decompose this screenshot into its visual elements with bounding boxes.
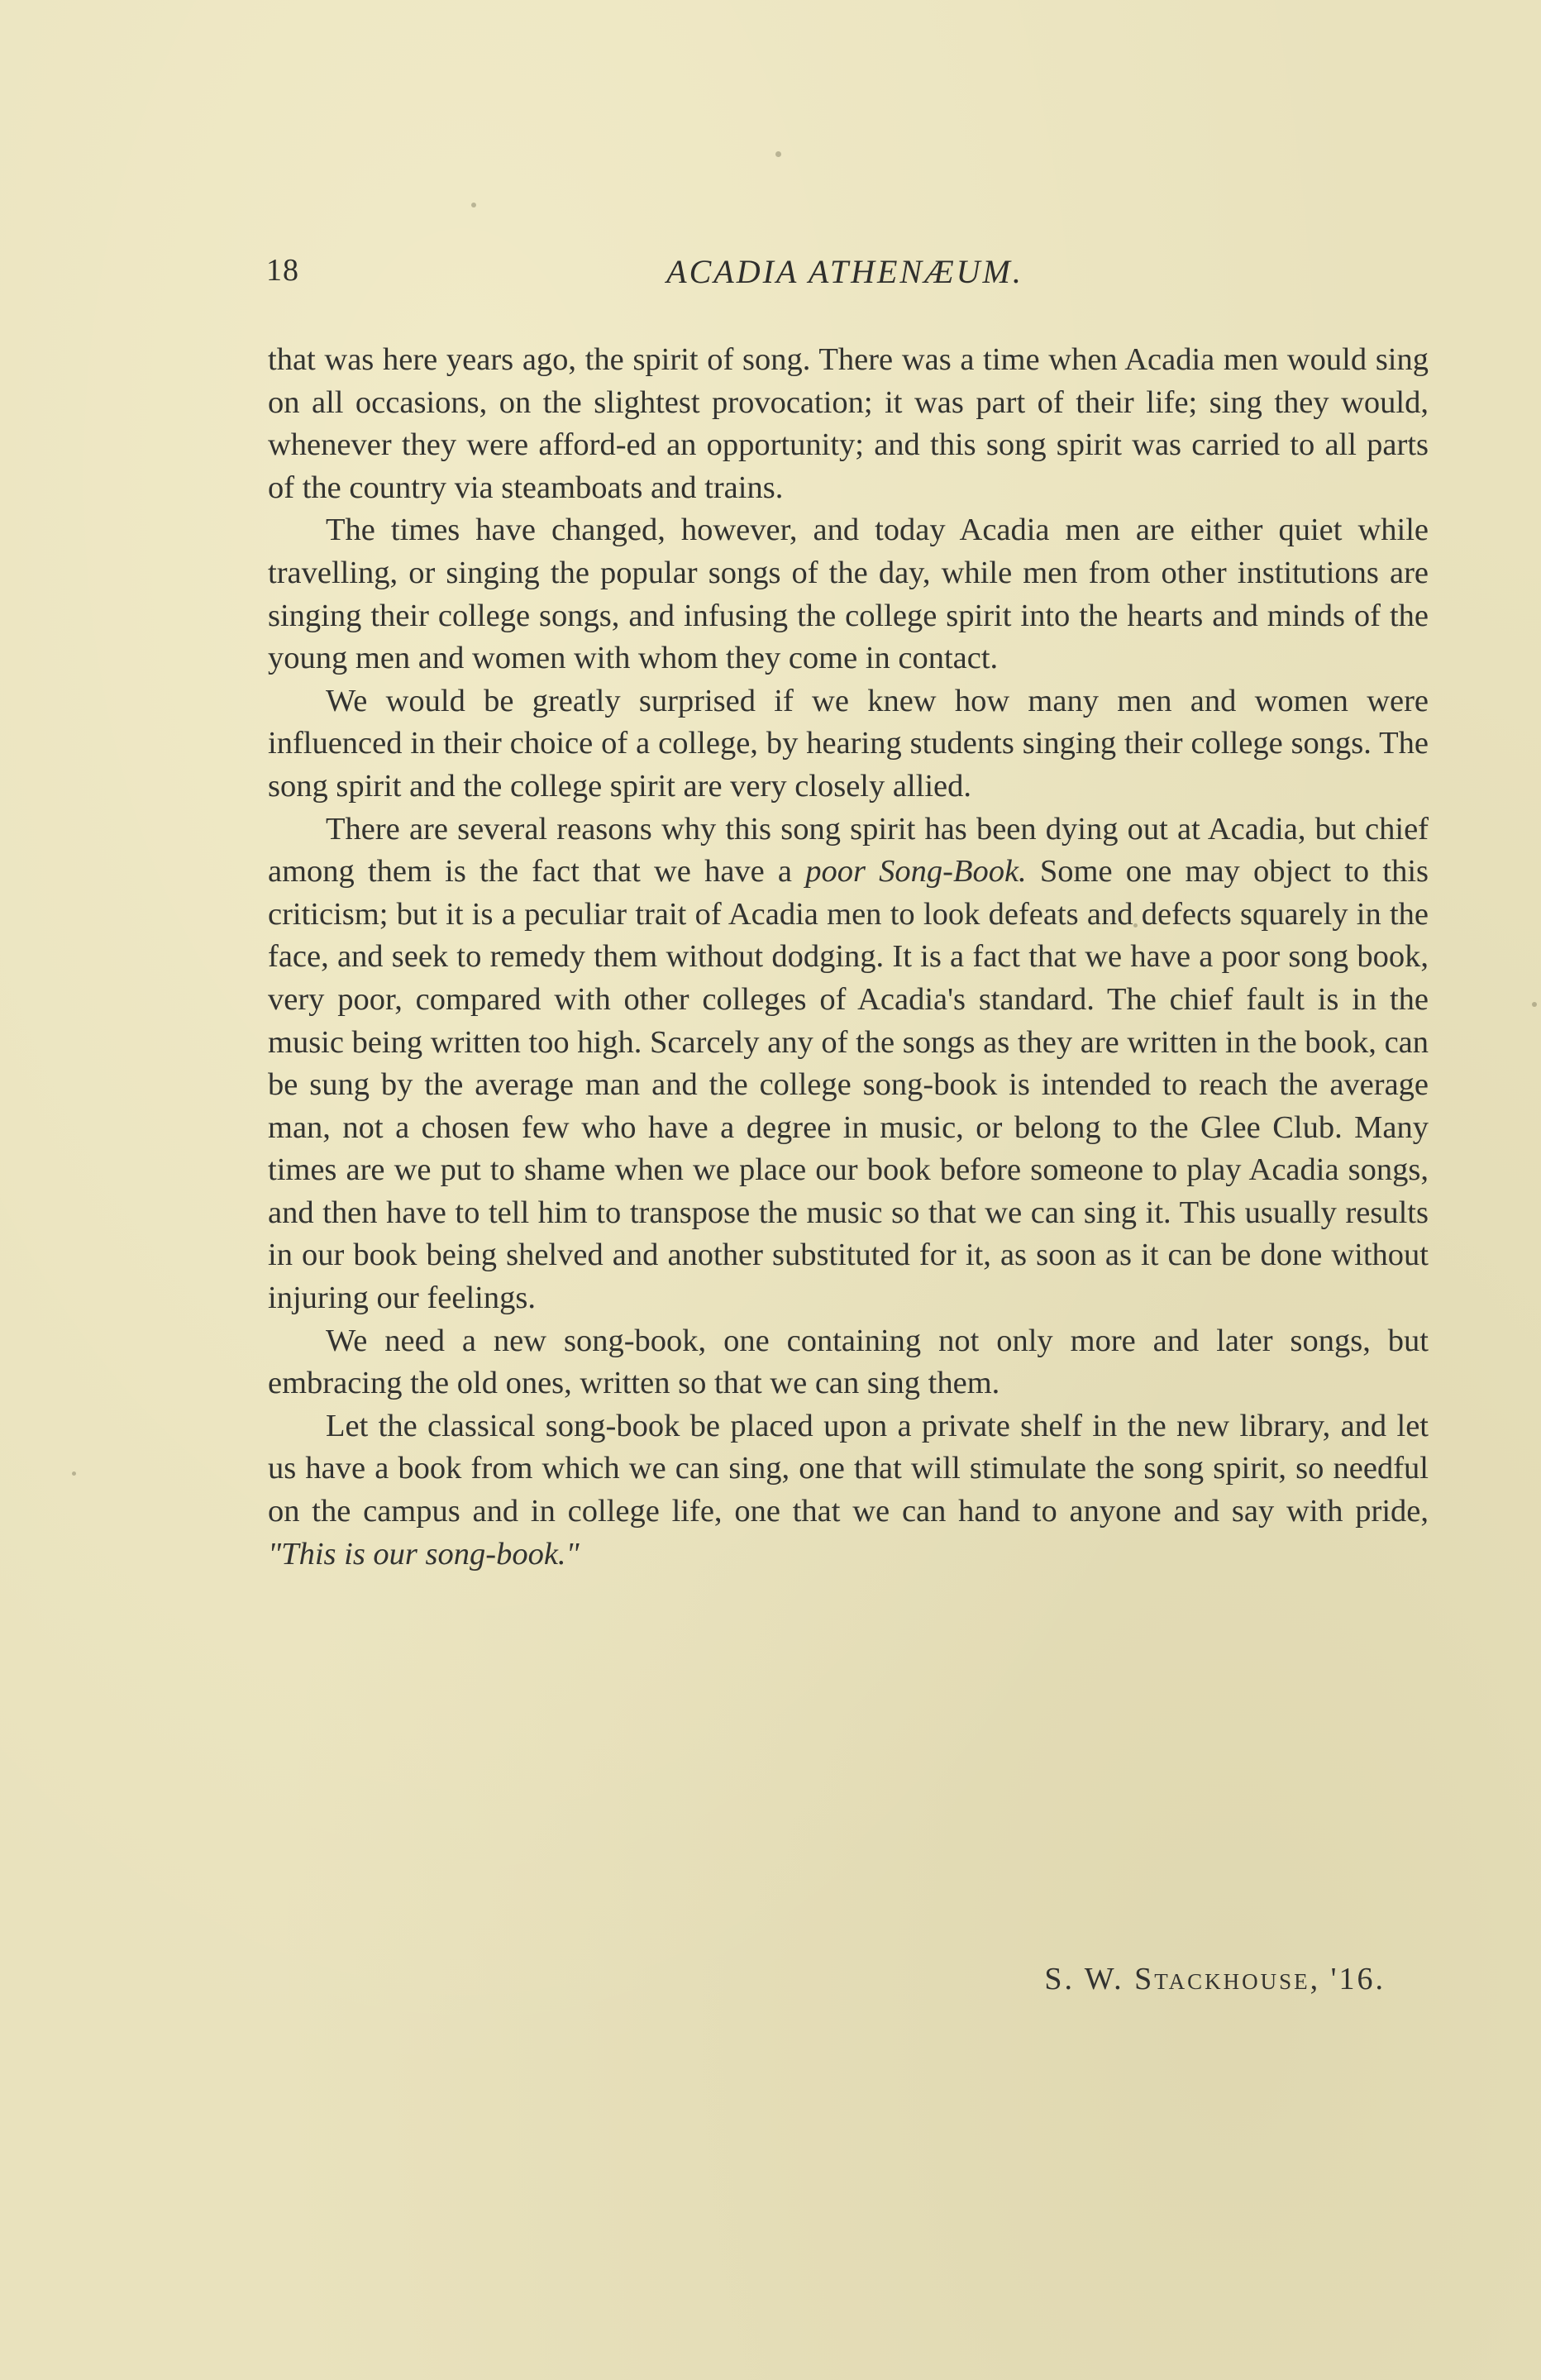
closing-quote: "This is our song-book.": [268, 1536, 580, 1572]
page-number: 18: [266, 253, 299, 288]
author-initials: S. W.: [1044, 1962, 1124, 1996]
paragraph-3: We would be greatly surprised if we knew how many men and women were influenced in their choice of a college, by hearing students singing their college songs. The song spirit and the college spirit are very closely allied.: [268, 683, 1429, 804]
author-signature: [1044, 1961, 1386, 1997]
paragraph-6: [268, 1405, 1429, 1576]
paragraph-4-emphasis: poor Song-Book.: [805, 854, 1027, 890]
article-body: [268, 339, 1429, 1576]
paragraph-1: that was here years ago, the spirit of song. There was a time when Acadia men would sing on all occasions, on the slightest provocation; it was part of their life; sing they would, whenever they were afford-ed an opportunity; and this song spirit was carried to all parts of the country via steamboats and trains.: [268, 342, 1429, 505]
paper-speck: [775, 151, 781, 157]
paragraph-4-text-start: There are several reasons why this song spirit has been dying out at Acadia, but chief among them is the fact that we have a: [268, 811, 1429, 890]
paper-speck: [1133, 923, 1138, 928]
paper-speck: [471, 203, 476, 207]
page-header: [266, 252, 1424, 302]
paragraph-4-text-end: Some one may object to this criticism; but it is a peculiar trait of Acadia men to look defeats and defects squarely in the face, and seek to remedy them without dodging. It is a fact that we have a poor song book, very poor, compared with other colleges of Acadia's standard. The chief fault is in the music being written too high. Scarcely any of the songs as they are written in the book, can be sung by the average man and the college song-book is intended to reach the average man, not a chosen few who have a degree in music, or belong to the Glee Club. Many times are we put to shame when we place our book before someone to play Acadia songs, and then have to tell him to transpose the music so that we can sing it. This usually results in our book being shelved and another substituted for it, as soon as it can be done without injuring our feelings.: [268, 854, 1429, 1316]
author-year: '16.: [1330, 1962, 1386, 1996]
paragraph-6-text: Let the classical song-book be placed upon a private shelf in the new library, and let us have a book from which we can sing, one that will stimulate the song spirit, so needful on the campus and in college life, one that we can hand to anyone and say with pride,: [268, 1408, 1429, 1529]
paper-speck: [72, 1471, 76, 1476]
running-title: ACADIA ATHENÆUM.: [666, 253, 1023, 290]
author-surname: Stackhouse,: [1134, 1962, 1321, 1996]
paragraph-4: [268, 808, 1429, 1320]
paragraph-5: We need a new song-book, one containing not only more and later songs, but embracing the old ones, written so that we can sing them.: [268, 1323, 1429, 1401]
paragraph-2: The times have changed, however, and today Acadia men are either quiet while travelling, or singing the popular songs of the day, while men from other institutions are singing their college songs, and infusing the college spirit into the hearts and minds of the young men and women with whom they come in contact.: [268, 513, 1429, 676]
paper-speck: [1532, 1002, 1537, 1007]
